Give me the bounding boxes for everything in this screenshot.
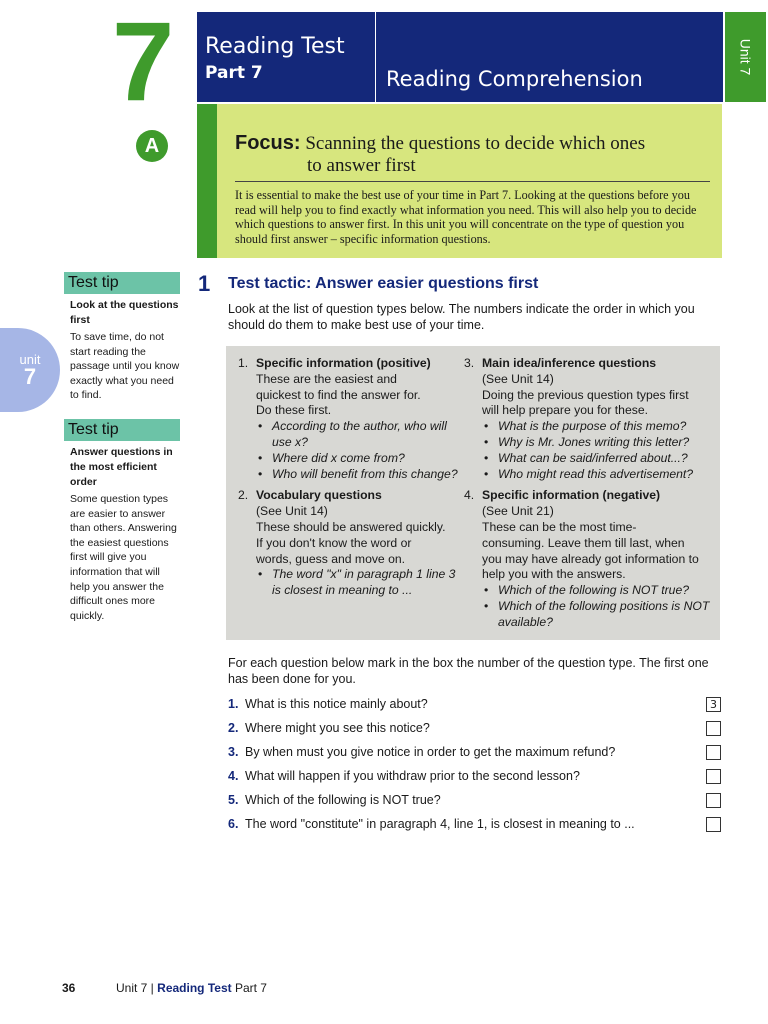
- question-number: 3.: [228, 745, 239, 759]
- question-example-text: What is the purpose of this memo?: [498, 419, 687, 434]
- question-row: [228, 720, 722, 744]
- question-type-line: These can be the most time-: [482, 519, 637, 534]
- unit-number: 7: [112, 0, 175, 124]
- question-type-body: [482, 356, 716, 482]
- question-type-heading: Main idea/inference questions: [482, 356, 657, 370]
- question-row: [228, 816, 722, 840]
- question-type-line: words, guess and move on.: [256, 551, 406, 566]
- question-types-column-left: [238, 356, 460, 599]
- unit-tab-label: Unit 7: [737, 38, 754, 76]
- bullet-icon: •: [484, 434, 489, 449]
- question-type-line: Doing the previous question types first: [482, 387, 689, 402]
- question-type-body: [256, 356, 460, 482]
- test-tip-subheading: Look at the questions first: [70, 299, 179, 326]
- question-type-body: [256, 488, 460, 599]
- question-text: Which of the following is NOT true?: [245, 793, 441, 807]
- question-example: [482, 419, 716, 435]
- question-example: [482, 435, 716, 451]
- footer-unit: Unit 7 |: [116, 981, 154, 995]
- question-example: [256, 567, 460, 599]
- question-example-text: Which of the following is NOT true?: [498, 583, 690, 598]
- question-type-line: These are the easiest and: [256, 371, 397, 386]
- test-tip-heading: Test tip: [64, 419, 180, 441]
- question-text: What is this notice mainly about?: [245, 697, 428, 711]
- question-number: 5.: [228, 793, 239, 807]
- section-title: Test tactic: Answer easier questions first: [228, 275, 539, 292]
- question-type-heading: Vocabulary questions: [256, 488, 382, 503]
- focus-title-line1: Scanning the questions to decide which ones: [305, 133, 646, 154]
- question-type-line: Do these first.: [256, 403, 332, 418]
- question-type-line: These should be answered quickly.: [256, 519, 446, 534]
- question-list: [228, 696, 722, 840]
- bullet-icon: •: [258, 567, 263, 582]
- question-row: [228, 696, 722, 720]
- bullet-icon: •: [484, 583, 489, 598]
- question-type-line: quickest to find the answer for.: [256, 387, 421, 402]
- question-type-line: you may have already got information to: [482, 551, 699, 566]
- question-type-line: consuming. Leave them till last, when: [482, 535, 685, 550]
- question-text: The word "constitute" in paragraph 4, line 1, is closest in meaning to ...: [245, 817, 635, 831]
- question-type-line: (See Unit 14): [482, 371, 554, 386]
- question-number: 4.: [228, 769, 239, 783]
- sidebar-unit-number: 7: [23, 364, 37, 389]
- question-type-item: [238, 488, 460, 599]
- test-tip-text: To save time, do not start reading the passage until you know exactly what you need to find.: [70, 331, 180, 402]
- question-text: Where might you see this notice?: [245, 721, 430, 735]
- answer-box[interactable]: [706, 769, 721, 784]
- focus-accent-bar: [197, 104, 217, 258]
- unit-tab: [725, 12, 766, 102]
- bullet-icon: •: [484, 450, 489, 465]
- question-type-item: [464, 356, 716, 482]
- question-example-text: The word "x" in paragraph 1 line 3 is closest in meaning to ...: [272, 567, 456, 598]
- question-types-box: [226, 346, 720, 640]
- header-title-line2: Part 7: [205, 63, 263, 83]
- question-example: [256, 467, 460, 483]
- focus-box: [217, 104, 722, 258]
- question-example: [482, 467, 716, 483]
- page-footer: [62, 981, 267, 995]
- question-example: [482, 599, 716, 631]
- focus-label: Focus:: [235, 132, 301, 154]
- question-type-item: [238, 356, 460, 482]
- question-example: [482, 583, 716, 599]
- section-intro: Look at the list of question types below. The numbers indicate the order in which you should do them to make best use of your time.: [228, 302, 695, 332]
- focus-title: [235, 132, 710, 177]
- header-title-block: [197, 12, 375, 102]
- question-type-line: help you with the answers.: [482, 567, 626, 582]
- test-tip-text: Some question types are easier to answer than others. Answering the easiest questions first will give you information that will help you answer the difficult ones more quickly.: [70, 493, 177, 622]
- footer-part: Part 7: [234, 981, 267, 995]
- question-text: By when must you give notice in order to get the maximum refund?: [245, 745, 616, 759]
- question-type-line: (See Unit 21): [482, 504, 554, 519]
- bullet-icon: •: [484, 419, 489, 434]
- exercise-instructions: For each question below mark in the box the number of the question type. The first one has been done for you.: [228, 656, 709, 686]
- answer-box[interactable]: [706, 745, 721, 760]
- question-example-text: Why is Mr. Jones writing this letter?: [498, 434, 690, 449]
- answer-box[interactable]: [706, 817, 721, 832]
- test-tip-1: [64, 272, 180, 403]
- focus-text: It is essential to make the best use of your time in Part 7. Looking at the questions before you read will help you to find exactly what information you need. This will also help you to decide which questions to answer first. In this unit you will concentrate on the type of question you should first answer – specific information questions.: [235, 188, 697, 246]
- question-text: What will happen if you withdraw prior to the second lesson?: [245, 769, 580, 783]
- footer-reading-test: Reading Test: [157, 981, 232, 995]
- focus-divider: [235, 181, 710, 182]
- test-tip-2: [64, 419, 180, 623]
- bullet-icon: •: [258, 450, 263, 465]
- question-row: [228, 768, 722, 792]
- question-type-heading: Specific information (negative): [482, 488, 661, 503]
- footer-unit-label: [116, 981, 267, 995]
- answer-box[interactable]: [706, 721, 721, 736]
- sidebar-unit-tab: [0, 328, 60, 412]
- question-example-text: What can be said/inferred about...?: [498, 450, 688, 465]
- question-type-number: 4.: [464, 488, 475, 503]
- bullet-icon: •: [258, 419, 263, 434]
- bullet-icon: •: [258, 466, 263, 481]
- question-type-number: 2.: [238, 488, 249, 503]
- bullet-icon: •: [484, 466, 489, 481]
- question-type-line: will help prepare you for these.: [482, 403, 648, 418]
- question-type-line: (See Unit 14): [256, 504, 328, 519]
- question-number: 2.: [228, 721, 239, 735]
- test-tip-heading: Test tip: [64, 272, 180, 294]
- test-tip-subheading: Answer questions in the most efficient order: [70, 446, 173, 488]
- answer-box[interactable]: [706, 793, 721, 808]
- question-type-heading: Specific information (positive): [256, 356, 431, 370]
- question-example-text: Where did x come from?: [272, 450, 405, 465]
- question-example-text: Who will benefit from this change?: [272, 466, 458, 481]
- question-number: 1.: [228, 697, 239, 711]
- question-number: 6.: [228, 817, 239, 831]
- question-example: [482, 451, 716, 467]
- focus-title-line2: to answer first: [307, 155, 416, 176]
- page-number: 36: [62, 981, 76, 995]
- question-types-column-right: [464, 356, 716, 631]
- question-type-number: 3.: [464, 356, 475, 370]
- section-number: 1: [198, 271, 211, 296]
- question-example-text: Which of the following positions is NOT available?: [498, 598, 710, 629]
- question-type-line: If you don't know the word or: [256, 535, 412, 550]
- question-example-text: Who might read this advertisement?: [498, 466, 694, 481]
- question-example-text: According to the author, who will use x?: [272, 419, 447, 449]
- question-example: [256, 451, 460, 467]
- question-row: [228, 792, 722, 816]
- bullet-icon: •: [484, 598, 489, 613]
- header-title-line1: Reading Test: [205, 34, 345, 59]
- question-example: [256, 419, 460, 451]
- question-type-number: 1.: [238, 356, 249, 370]
- question-type-item: [464, 488, 716, 630]
- section-letter-badge: A: [136, 130, 168, 162]
- answer-box[interactable]: 3: [706, 697, 721, 712]
- header-subtitle: Reading Comprehension: [376, 12, 723, 102]
- question-row: [228, 744, 722, 768]
- question-type-body: [482, 488, 716, 630]
- sidebar-unit-label: unit: [19, 352, 41, 367]
